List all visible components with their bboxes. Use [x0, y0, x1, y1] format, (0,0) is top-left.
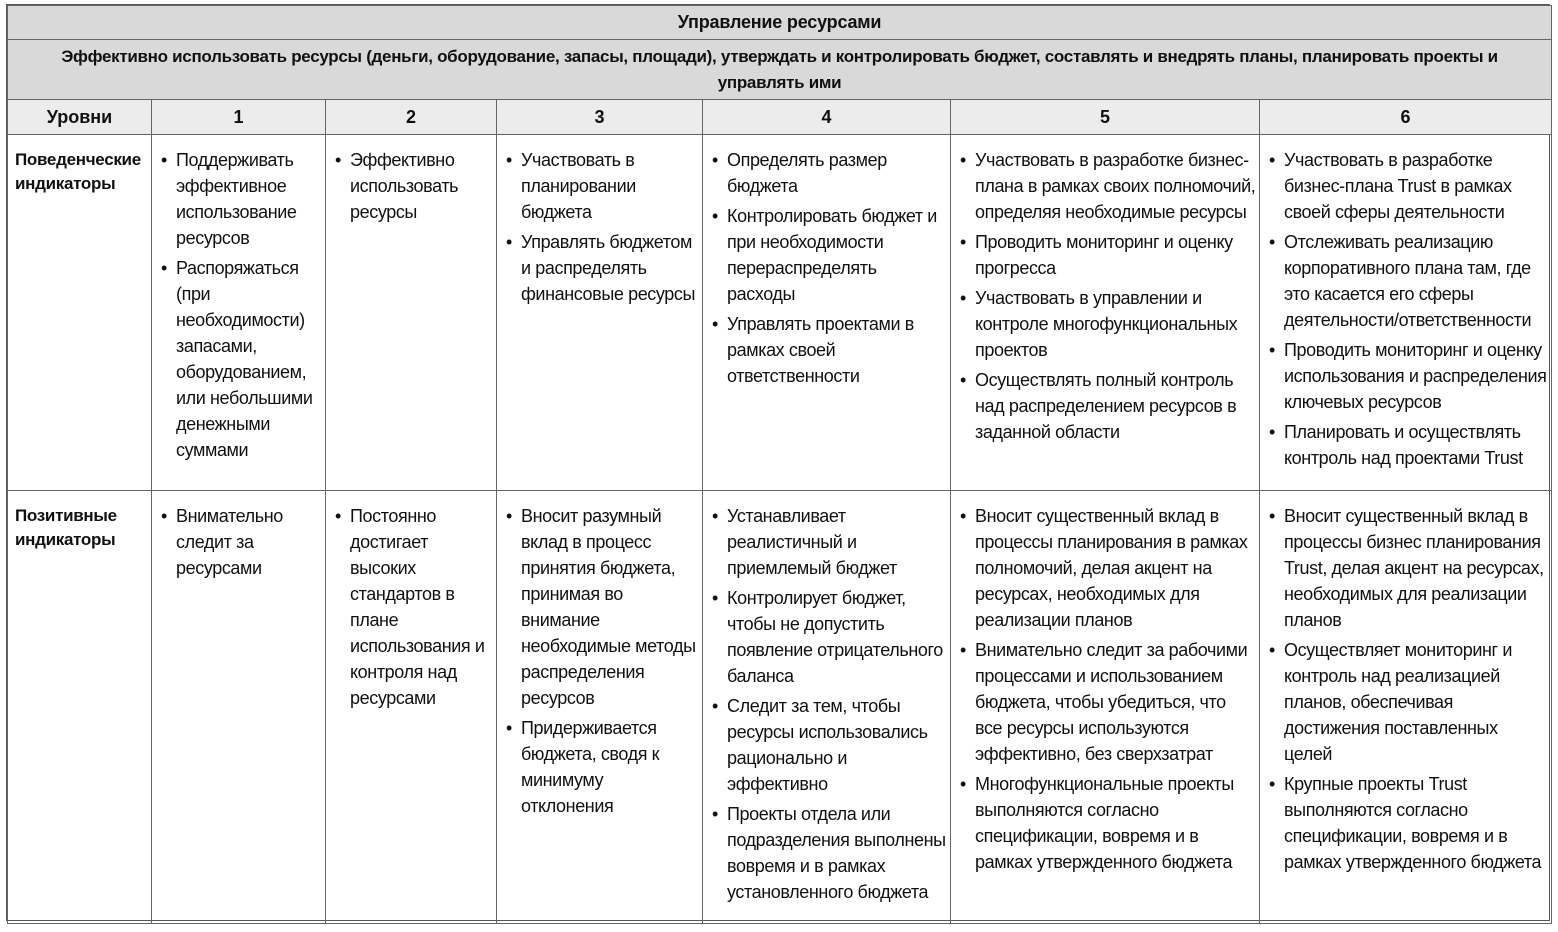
indicator-list — [1260, 135, 1551, 471]
indicator-item: • Внимательно следит за рабочими процессами и использованием бюджета, чтобы убедиться, что все ресурсы используются эффективно, без сверхзатрат — [960, 637, 1257, 767]
indicator-list — [951, 491, 1259, 875]
indicator-list — [703, 491, 950, 905]
indicator-item: • Контролировать бюджет и при необходимости перераспределять расходы — [712, 203, 948, 307]
indicator-list — [497, 491, 702, 819]
indicator-list — [326, 491, 496, 711]
cell — [497, 491, 703, 924]
indicator-list — [497, 135, 702, 307]
indicator-item: • Проводить мониторинг и оценку прогресса — [960, 229, 1257, 281]
indicator-item: • Участвовать в разработке бизнес-плана Trust в рамках своей сферы деятельности — [1269, 147, 1549, 225]
indicator-item: • Поддерживать эффективное использование ресурсов — [161, 147, 323, 251]
indicator-item: • Устанавливает реалистичный и приемлемый бюджет — [712, 503, 948, 581]
indicator-item: • Эффективно использовать ресурсы — [335, 147, 494, 225]
indicator-item: • Проводить мониторинг и оценку использования и распределения ключевых ресурсов — [1269, 337, 1549, 415]
indicator-item: • Постоянно достигает высоких стандартов в плане использования и контроля над ресурсами — [335, 503, 494, 711]
level-header-5: 5 — [951, 100, 1260, 135]
indicator-item: • Многофункциональные проекты выполняются согласно спецификации, вовремя и в рамках утвержденного бюджета — [960, 771, 1257, 875]
indicator-item: • Проекты отдела или подразделения выполнены вовремя и в рамках установленного бюджета — [712, 801, 948, 905]
level-header-2: 2 — [326, 100, 497, 135]
table-row-behavioral — [8, 135, 1552, 491]
indicator-item: • Отслеживать реализацию корпоративного плана там, где это касается его сферы деятельности/ответственности — [1269, 229, 1549, 333]
indicator-item: • Вносит существенный вклад в процессы планирования в рамках полномочий, делая акцент на ресурсах, необходимых для реализации планов — [960, 503, 1257, 633]
level-header-6: 6 — [1260, 100, 1552, 135]
indicator-item: • Вносит существенный вклад в процессы бизнес планирования Trust, делая акцент на ресурсах, необходимых для реализации планов — [1269, 503, 1549, 633]
cell — [326, 135, 497, 491]
competency-table — [7, 5, 1552, 924]
level-header-1: 1 — [152, 100, 326, 135]
row-label-positive: Позитивные индикаторы — [8, 491, 152, 924]
indicator-item: • Распоряжаться (при необходимости) запасами, оборудованием, или небольшими денежными суммами — [161, 255, 323, 463]
table-subtitle: Эффективно использовать ресурсы (деньги, оборудование, запасы, площади), утверждать и контролировать бюджет, составлять и внедрять планы, планировать проекты и управлять ими — [8, 40, 1552, 100]
table-row-positive — [8, 491, 1552, 924]
indicator-item: • Управлять бюджетом и распределять финансовые ресурсы — [506, 229, 700, 307]
table-title: Управление ресурсами — [8, 6, 1552, 40]
level-header-3: 3 — [497, 100, 703, 135]
cell — [152, 135, 326, 491]
cell — [497, 135, 703, 491]
competency-table-frame — [6, 4, 1550, 921]
cell — [1260, 135, 1552, 491]
levels-label: Уровни — [8, 100, 152, 135]
indicator-item: • Управлять проектами в рамках своей ответственности — [712, 311, 948, 389]
cell — [1260, 491, 1552, 924]
indicator-item: • Придерживается бюджета, сводя к минимуму отклонения — [506, 715, 700, 819]
row-label-behavioral: Поведенческие индикаторы — [8, 135, 152, 491]
cell — [326, 491, 497, 924]
level-header-4: 4 — [703, 100, 951, 135]
indicator-list — [326, 135, 496, 225]
indicator-item: • Осуществлять полный контроль над распределением ресурсов в заданной области — [960, 367, 1257, 445]
cell — [951, 135, 1260, 491]
cell — [703, 135, 951, 491]
cell — [152, 491, 326, 924]
indicator-list — [951, 135, 1259, 445]
indicator-list — [703, 135, 950, 389]
cell — [951, 491, 1260, 924]
indicator-item: • Крупные проекты Trust выполняются согласно спецификации, вовремя и в рамках утвержденного бюджета — [1269, 771, 1549, 875]
indicator-item: • Планировать и осуществлять контроль над проектами Trust — [1269, 419, 1549, 471]
indicator-item: • Участвовать в управлении и контроле многофункциональных проектов — [960, 285, 1257, 363]
indicator-item: • Внимательно следит за ресурсами — [161, 503, 323, 581]
indicator-item: • Вносит разумный вклад в процесс принятия бюджета, принимая во внимание необходимые методы распределения ресурсов — [506, 503, 700, 711]
indicator-item: • Следит за тем, чтобы ресурсы использовались рационально и эффективно — [712, 693, 948, 797]
indicator-item: • Осуществляет мониторинг и контроль над реализацией планов, обеспечивая достижения поставленных целей — [1269, 637, 1549, 767]
indicator-list — [1260, 491, 1551, 875]
indicator-list — [152, 135, 325, 463]
cell — [703, 491, 951, 924]
indicator-item: • Участвовать в разработке бизнес-плана в рамках своих полномочий, определяя необходимые ресурсы — [960, 147, 1257, 225]
indicator-item: • Участвовать в планировании бюджета — [506, 147, 700, 225]
indicator-list — [152, 491, 325, 581]
indicator-item: • Определять размер бюджета — [712, 147, 948, 199]
indicator-item: • Контролирует бюджет, чтобы не допустить появление отрицательного баланса — [712, 585, 948, 689]
